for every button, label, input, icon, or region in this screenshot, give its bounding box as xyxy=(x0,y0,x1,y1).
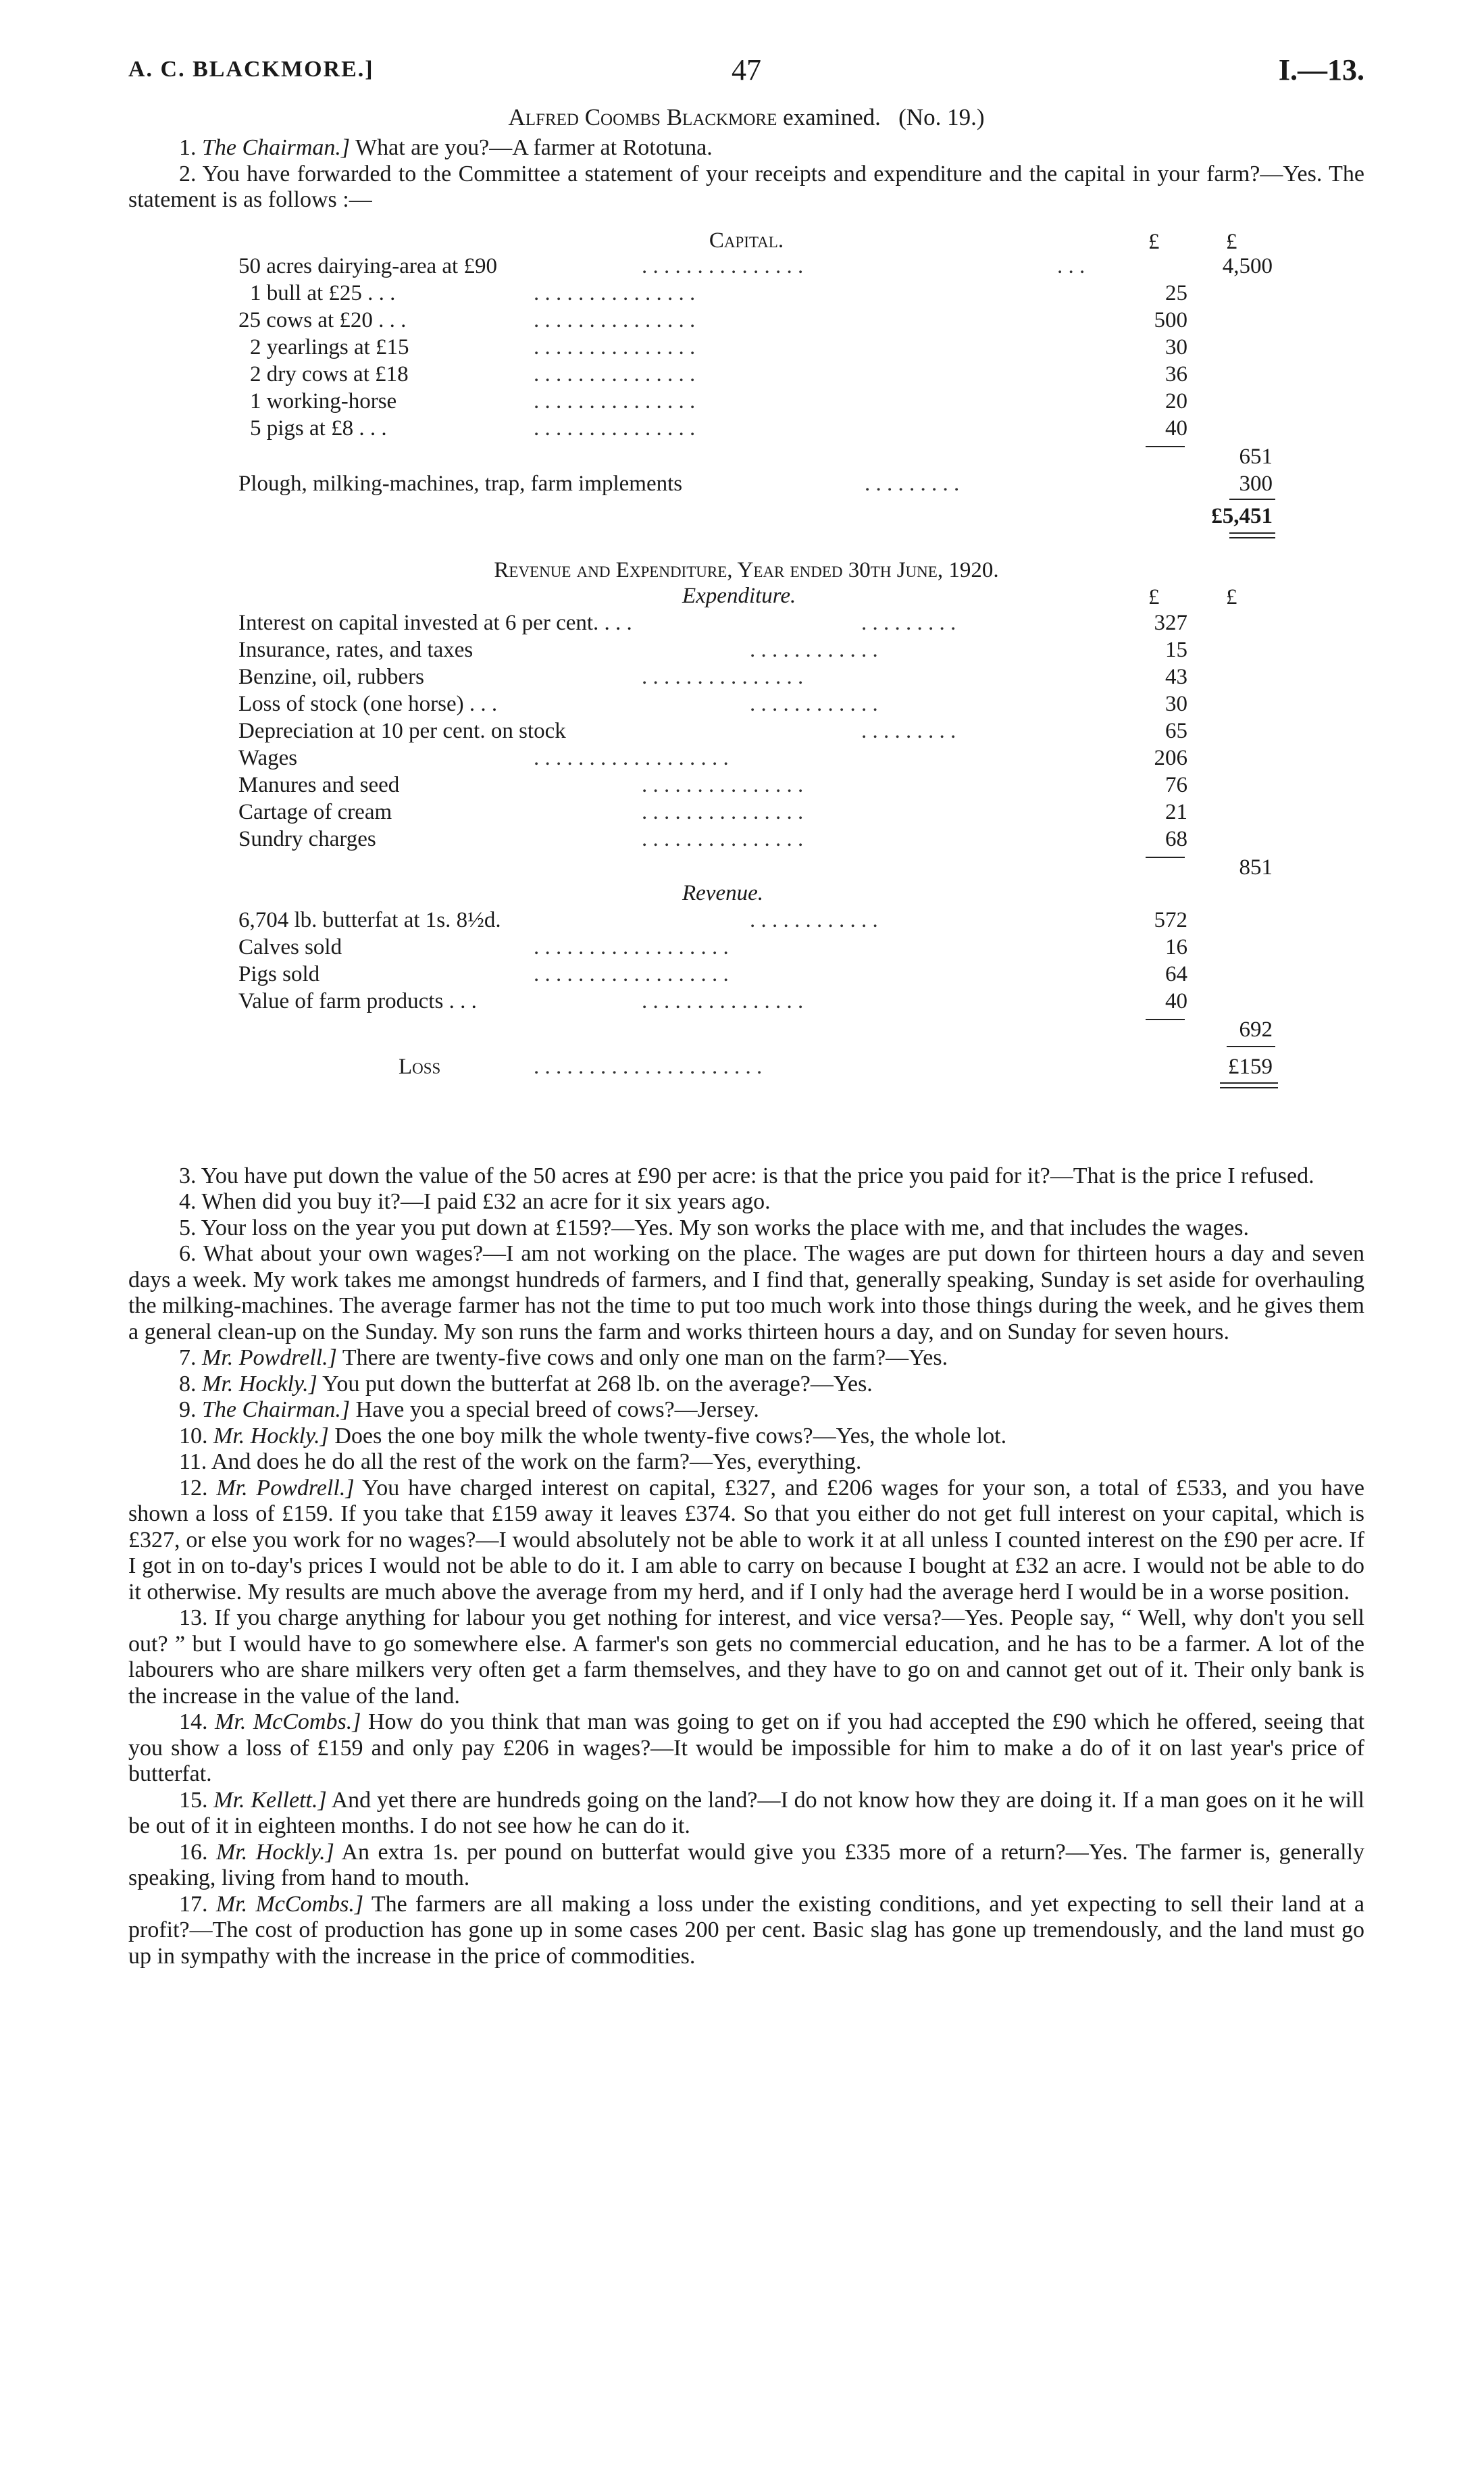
capital-subtotal xyxy=(128,445,1364,472)
question-text: An extra 1s. per pound on butterfat would give you £335 more of a return?—Yes. The farmer is, generally speaking, living from hand to mouth. xyxy=(128,1839,1365,1890)
question-text: The farmers are all making a loss under the existing conditions, and yet expecting to sell their land at a profit?—The cost of production has gone up in some cases 200 per cent. Basic slag has gone up tremendously, and the land must go up in sympathy with the increase in the price of commodities. xyxy=(128,1891,1365,1969)
question-number: 7. xyxy=(179,1345,197,1370)
question-number: 9. xyxy=(179,1397,197,1422)
question-text: How do you think that man was going to get on if you had accepted the £90 which he offered, seeing that you show a loss of £159 and only pay £206 in wages?—It would be impossible for him to make a do of it on last year's price of butterfat. xyxy=(128,1709,1365,1786)
row-label: 2 dry cows at £18 xyxy=(250,361,409,386)
question-17 xyxy=(128,1892,1364,1970)
question-text: What are you?—A farmer at Rototuna. xyxy=(355,135,713,160)
expenditure-row xyxy=(128,773,1364,800)
row-leader: . . . . . . . . . . . . xyxy=(750,691,878,716)
row-value: 43 xyxy=(1165,664,1187,689)
row-leader: . . . xyxy=(1057,253,1085,278)
row-value: 20 xyxy=(1165,388,1187,413)
row-value: 16 xyxy=(1165,934,1187,959)
revenue-subheading: Revenue. xyxy=(682,880,763,905)
row-leader: . . . . . . . . . . . . . . . . . . xyxy=(534,745,729,770)
revenue-total xyxy=(128,1017,1364,1045)
question-speaker: Mr. Powdrell.] xyxy=(216,1475,355,1501)
row-leader: . . . . . . . . . . . . . . . xyxy=(642,826,804,851)
capital-col1-head: £ xyxy=(1148,229,1160,254)
question-3 xyxy=(128,1163,1364,1190)
expenditure-row xyxy=(128,611,1364,638)
question-number: 11. xyxy=(179,1449,207,1474)
question-number: 8. xyxy=(179,1371,197,1396)
question-9 xyxy=(128,1397,1364,1424)
revenue-row xyxy=(128,989,1364,1016)
question-number: 1. xyxy=(179,135,197,160)
question-text: There are twenty-five cows and only one man on the farm?—Yes. xyxy=(342,1345,948,1370)
question-6 xyxy=(128,1241,1364,1345)
row-label: Sundry charges xyxy=(238,826,376,851)
question-text: And does he do all the rest of the work on the farm?—Yes, everything. xyxy=(211,1449,862,1474)
row-label: 5 pigs at £8 . . . xyxy=(250,416,387,441)
row-value: 64 xyxy=(1165,961,1187,986)
row-label: Loss of stock (one horse) . . . xyxy=(238,691,498,716)
question-10 xyxy=(128,1424,1364,1450)
row-label: Interest on capital invested at 6 per cent. . . . xyxy=(238,610,632,635)
question-16 xyxy=(128,1840,1364,1892)
question-15 xyxy=(128,1788,1364,1840)
row-leader: . . . . . . . . . . . . xyxy=(750,637,878,662)
capital-table xyxy=(128,222,1364,532)
question-text: You have charged interest on capital, £327, and £206 wages for your son, a total of £533, and you have shown a loss of £159. If you take that £159 away it leaves £374. So that you either do not get full interest on your capital, which is £327, or else you work for no wages?—I would absolutely not be able to work it at all unless I counted interest on the £90 per acre. If I got in on to-day's prices I would not be able to do it. I am able to carry on because I bought at £32 an acre. I would not be able to do it otherwise. My results are much above the average from my herd, and if I only had the average herd I would be in a worse position. xyxy=(128,1475,1364,1605)
row-label: Calves sold xyxy=(238,934,342,959)
witness-name: Alfred Coombs Blackmore xyxy=(508,104,777,130)
row-value: 327 xyxy=(1154,610,1187,635)
capital-row xyxy=(128,416,1364,443)
row-leader: . . . . . . . . . . . . . . . xyxy=(534,388,696,413)
row-value: 206 xyxy=(1154,745,1187,770)
question-text: Does the one boy milk the whole twenty-five cows?—Yes, the whole lot. xyxy=(334,1423,1007,1449)
capital-row xyxy=(128,254,1364,281)
total-rule xyxy=(1229,499,1275,500)
row-label: 2 yearlings at £15 xyxy=(250,334,409,359)
row-leader: . . . . . . . . . . . . . . . xyxy=(534,307,696,332)
expenditure-row xyxy=(128,665,1364,692)
header-paper-ref: I.—13. xyxy=(1278,53,1364,86)
revenue-row xyxy=(128,908,1364,935)
row-leader: . . . . . . . . . . . . . . . xyxy=(642,664,804,689)
question-14 xyxy=(128,1709,1364,1788)
row-leader: . . . . . . . . . . . . . . . xyxy=(642,772,804,797)
row-value: 30 xyxy=(1165,334,1187,359)
row-label: Insurance, rates, and taxes xyxy=(238,637,474,662)
row-value: 500 xyxy=(1154,307,1187,332)
revenue-col2-head: £ xyxy=(1226,584,1237,609)
question-7 xyxy=(128,1345,1364,1372)
row-value: 15 xyxy=(1165,637,1187,662)
question-2 xyxy=(128,161,1364,213)
row-value: 40 xyxy=(1165,416,1187,441)
row-value: £159 xyxy=(1228,1054,1273,1079)
witness-title xyxy=(128,104,1364,131)
expenditure-row xyxy=(128,638,1364,665)
question-text: You have put down the value of the 50 acres at £90 per acre: is that the price you paid for it?—That is the price I refused. xyxy=(201,1163,1314,1188)
row-label: Pigs sold xyxy=(238,961,320,986)
question-text: What about your own wages?—I am not working on the place. The wages are put down for thirteen hours a day and seven days a week. My work takes me amongst hundreds of farmers, and I find that, generally speaking, Sunday is set aside for overhauling the milking-machines. The average farmer has not the time to put too much work into those things during the week, and he gives them a general clean-up on the Sunday. My son runs the farm and works thirteen hours a day, and on Sunday for seven hours. xyxy=(128,1241,1364,1344)
row-label: 25 cows at £20 . . . xyxy=(238,307,407,332)
capital-row xyxy=(128,281,1364,308)
question-number: 3. xyxy=(179,1163,197,1188)
row-value: 851 xyxy=(1239,855,1273,880)
row-leader: . . . . . . . . . . . . . . . . . . xyxy=(534,934,729,959)
capital-row xyxy=(128,472,1364,499)
row-leader: . . . . . . . . . . . . . . . xyxy=(534,334,696,359)
page-number: 47 xyxy=(732,53,761,86)
revenue-row xyxy=(128,935,1364,962)
row-value: 651 xyxy=(1239,444,1273,469)
row-label: 1 working-horse xyxy=(250,388,397,413)
row-value: 30 xyxy=(1165,691,1187,716)
row-value: 25 xyxy=(1165,280,1187,305)
capital-row xyxy=(128,335,1364,362)
questions xyxy=(128,1163,1364,1970)
row-label: 6,704 lb. butterfat at 1s. 8½d. xyxy=(238,907,501,932)
revenue-col1-head: £ xyxy=(1148,584,1160,609)
question-number: 12. xyxy=(179,1475,208,1501)
row-label: 50 acres dairying-area at £90 xyxy=(238,253,497,278)
capital-row xyxy=(128,308,1364,335)
row-label: 1 bull at £25 . . . xyxy=(250,280,396,305)
expenditure-total xyxy=(128,855,1364,882)
question-number: 5. xyxy=(179,1215,197,1240)
question-4 xyxy=(128,1189,1364,1215)
expenditure-row xyxy=(128,692,1364,719)
row-leader: . . . . . . . . . xyxy=(865,471,960,496)
question-text: If you charge anything for labour you get nothing for interest, and vice versa?—Yes. People say, “ Well, why don't you sell out? ” but I would have to go somewhere else. A farmer's son gets no commercial education, and he has to be a farmer. A lot of the labourers who are share milkers very often get a farm themselves, and they have to go on and cannot get out of it. Their only bank is the increase in the value of the land. xyxy=(128,1605,1365,1709)
question-number: 13. xyxy=(179,1605,208,1630)
row-leader: . . . . . . . . . xyxy=(861,718,956,743)
question-number: 14. xyxy=(179,1709,208,1734)
question-speaker: Mr. Hockly.] xyxy=(213,1423,329,1449)
row-label: Depreciation at 10 per cent. on stock xyxy=(238,718,566,743)
question-8 xyxy=(128,1372,1364,1398)
row-label: Benzine, oil, rubbers xyxy=(238,664,424,689)
total-double-rule xyxy=(1229,532,1275,538)
expenditure-subheading: Expenditure. xyxy=(682,583,796,608)
row-label: Value of farm products . . . xyxy=(238,988,477,1013)
row-label: Manures and seed xyxy=(238,772,400,797)
question-text: You have forwarded to the Committee a statement of your receipts and expenditure and the capital in your farm?—Yes. The statement is as follows :— xyxy=(128,161,1364,212)
question-12 xyxy=(128,1476,1364,1606)
row-leader: . . . . . . . . . . . . . . . xyxy=(642,253,804,278)
row-value: 76 xyxy=(1165,772,1187,797)
revenue-expenditure-table xyxy=(128,558,1364,1159)
capital-total xyxy=(128,504,1364,531)
running-header xyxy=(128,47,1364,101)
row-leader: . . . . . . . . . . . . . . . xyxy=(642,988,804,1013)
question-text: When did you buy it?—I paid £32 an acre for it six years ago. xyxy=(201,1189,771,1214)
intro-questions xyxy=(128,135,1364,213)
question-number: 16. xyxy=(179,1839,208,1865)
capital-row xyxy=(128,362,1364,389)
row-value: 572 xyxy=(1154,907,1187,932)
row-value: 21 xyxy=(1165,799,1187,824)
revenue-heading: Revenue and Expenditure, Year ended 30th June, 1920. xyxy=(494,557,999,582)
question-text: You put down the butterfat at 268 lb. on the average?—Yes. xyxy=(322,1371,873,1396)
revenue-row xyxy=(128,962,1364,989)
row-leader: . . . . . . . . . . . . . . . . . . . . . xyxy=(534,1054,763,1079)
question-text: Have you a special breed of cows?—Jersey. xyxy=(355,1397,759,1422)
question-number: 10. xyxy=(179,1423,208,1449)
question-number: 6. xyxy=(179,1241,197,1266)
loss-row xyxy=(128,1055,1364,1082)
expenditure-row xyxy=(128,719,1364,746)
question-number: 2. xyxy=(179,161,197,186)
row-value: 68 xyxy=(1165,826,1187,851)
question-13 xyxy=(128,1605,1364,1709)
row-value: 40 xyxy=(1165,988,1187,1013)
row-leader: . . . . . . . . . . . . . . . xyxy=(534,416,696,441)
capital-heading: Capital. xyxy=(709,228,784,253)
row-label: Cartage of cream xyxy=(238,799,392,824)
capital-col2-head: £ xyxy=(1226,229,1237,254)
question-speaker: The Chairman.] xyxy=(202,1397,351,1422)
expenditure-row xyxy=(128,746,1364,773)
expenditure-row xyxy=(128,800,1364,827)
document-page xyxy=(128,47,1364,1969)
row-label: Plough, milking-machines, trap, farm implements xyxy=(238,471,683,496)
loss-rule xyxy=(1227,1046,1275,1047)
capital-row xyxy=(128,389,1364,416)
question-speaker: Mr. Hockly.] xyxy=(202,1371,317,1396)
question-1 xyxy=(128,135,1364,161)
row-value: 36 xyxy=(1165,361,1187,386)
row-value: 65 xyxy=(1165,718,1187,743)
question-5 xyxy=(128,1215,1364,1242)
question-speaker: Mr. Powdrell.] xyxy=(202,1345,337,1370)
question-number: 15. xyxy=(179,1787,208,1813)
question-11 xyxy=(128,1449,1364,1476)
row-value: 4,500 xyxy=(1222,253,1273,278)
question-number: 4. xyxy=(179,1189,197,1214)
question-text: Your loss on the year you put down at £159?—Yes. My son works the place with me, and that includes the wages. xyxy=(201,1215,1249,1240)
row-leader: . . . . . . . . . . . . . . . xyxy=(534,361,696,386)
question-speaker: Mr. Hockly.] xyxy=(215,1839,334,1865)
row-label: Wages xyxy=(238,745,298,770)
row-leader: . . . . . . . . . . . . . . . . . . xyxy=(534,961,729,986)
witness-number: (No. 19.) xyxy=(898,104,985,130)
loss-double-rule xyxy=(1220,1082,1278,1088)
row-label: Loss xyxy=(399,1054,441,1079)
expenditure-row xyxy=(128,827,1364,854)
row-value: 300 xyxy=(1239,471,1273,496)
question-speaker: Mr. Kellett.] xyxy=(213,1787,327,1813)
question-speaker: The Chairman.] xyxy=(202,135,351,160)
question-text: And yet there are hundreds going on the land?—I do not know how they are doing it. If a man goes on it he will be out of it in eighteen months. I do not see how he can do it. xyxy=(128,1787,1364,1838)
row-leader: . . . . . . . . . . . . xyxy=(750,907,878,932)
header-witness: A. C. BLACKMORE.] xyxy=(128,57,374,82)
row-leader: . . . . . . . . . . . . . . . xyxy=(534,280,696,305)
question-speaker: Mr. McCombs.] xyxy=(215,1709,361,1734)
row-value: 692 xyxy=(1239,1017,1273,1042)
row-leader: . . . . . . . . . . . . . . . xyxy=(642,799,804,824)
row-leader: . . . . . . . . . xyxy=(861,610,956,635)
question-number: 17. xyxy=(179,1891,208,1917)
row-value: £5,451 xyxy=(1211,503,1273,528)
question-speaker: Mr. McCombs.] xyxy=(215,1891,364,1917)
witness-examined: examined. xyxy=(783,104,881,130)
